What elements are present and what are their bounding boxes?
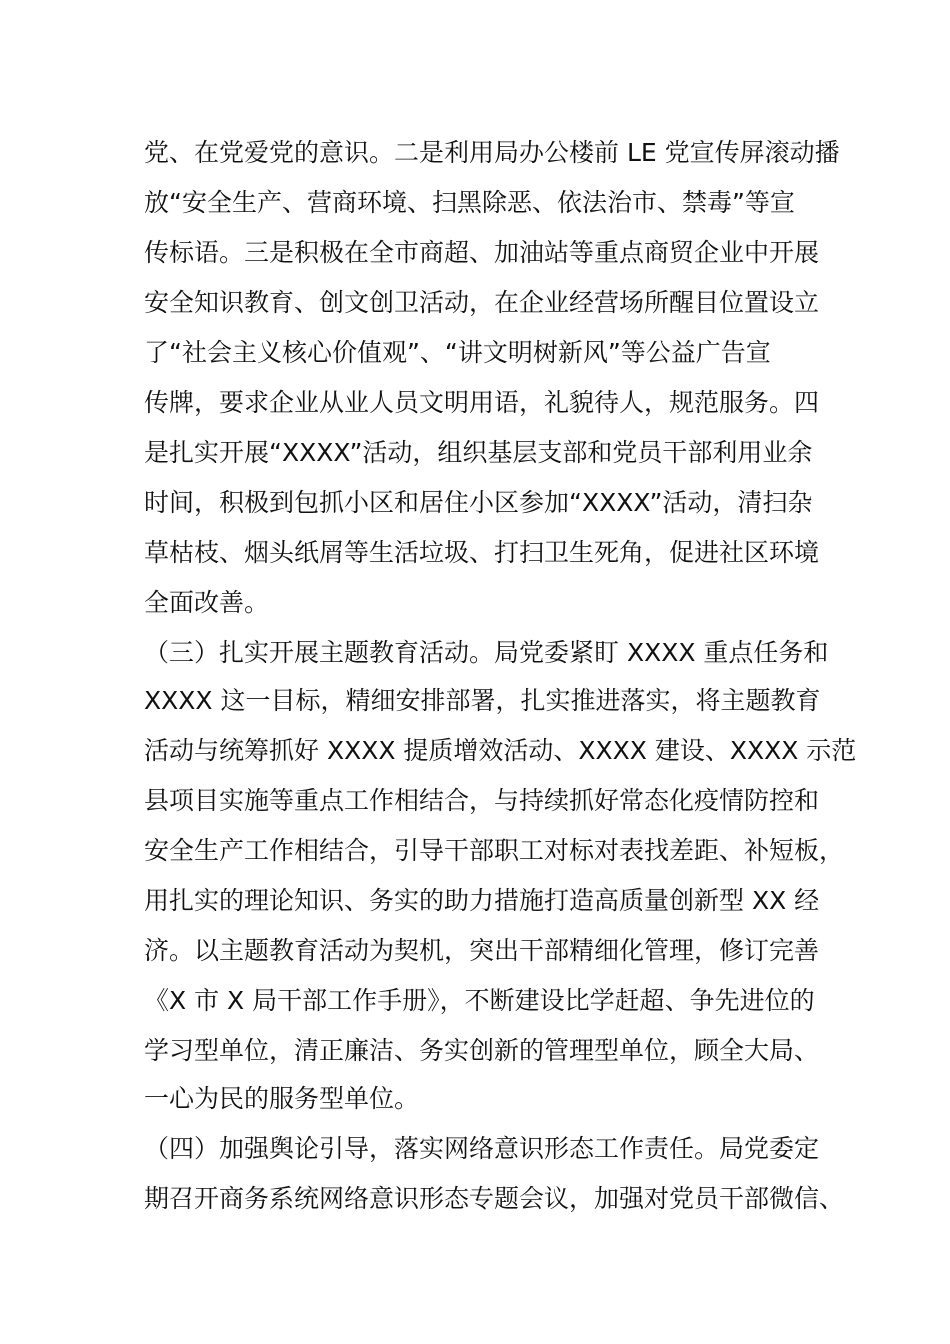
text-line: 传标语。三是积极在全市商超、加油站等重点商贸企业中开展 bbox=[144, 238, 820, 267]
text-line: 用扎实的理论知识、务实的助力措施打造高质量创新型 XX 经 bbox=[144, 886, 820, 915]
text-line: 是扎实开展“XXXX”活动，组织基层支部和党员干部利用业余 bbox=[144, 438, 813, 467]
text-line: 草枯枝、烟头纸屑等生活垃圾、打扫卫生死角，促进社区环境 bbox=[144, 538, 820, 567]
text-line: 放“安全生产、营商环境、扫黑除恶、依法治市、禁毒”等宣 bbox=[144, 188, 795, 217]
text-line: 县项目实施等重点工作相结合，与持续抓好常态化疫情防控和 bbox=[144, 786, 820, 815]
text-line: 期召开商务系统网络意识形态专题会议，加强对党员干部微信、 bbox=[144, 1184, 845, 1213]
text-line: 全面改善。 bbox=[144, 588, 270, 617]
section-heading-line: （三）扎实开展主题教育活动。局党委紧盯 XXXX 重点任务和 bbox=[144, 638, 829, 667]
text-line: 安全生产工作相结合，引导干部职工对标对表找差距、补短板， bbox=[144, 836, 845, 865]
text-line: 安全知识教育、创文创卫活动，在企业经营场所醒目位置设立 bbox=[144, 288, 820, 317]
section-heading-line: （四）加强舆论引导，落实网络意识形态工作责任。局党委定 bbox=[144, 1134, 820, 1163]
text-line: 《X 市 X 局干部工作手册》，不断建设比学赶超、争先进位的 bbox=[144, 986, 815, 1015]
text-line: 学习型单位，清正廉洁、务实创新的管理型单位，顾全大局、 bbox=[144, 1036, 820, 1065]
text-line: 济。以主题教育活动为契机，突出干部精细化管理，修订完善 bbox=[144, 936, 820, 965]
text-line: 时间，积极到包抓小区和居住小区参加“XXXX”活动，清扫杂 bbox=[144, 488, 813, 517]
text-line: 党、在党爱党的意识。二是利用局办公楼前 LE 党宣传屏滚动播 bbox=[144, 138, 840, 167]
text-line: 一心为民的服务型单位。 bbox=[144, 1084, 420, 1113]
text-line: 了“社会主义核心价值观”、“讲文明树新风”等公益广告宣 bbox=[144, 338, 771, 367]
text-line: 活动与统筹抓好 XXXX 提质增效活动、XXXX 建设、XXXX 示范 bbox=[144, 736, 857, 765]
text-line: 传牌，要求企业从业人员文明用语，礼貌待人，规范服务。四 bbox=[144, 388, 820, 417]
text-line: XXXX 这一目标，精细安排部署，扎实推进落实，将主题教育 bbox=[144, 686, 821, 715]
